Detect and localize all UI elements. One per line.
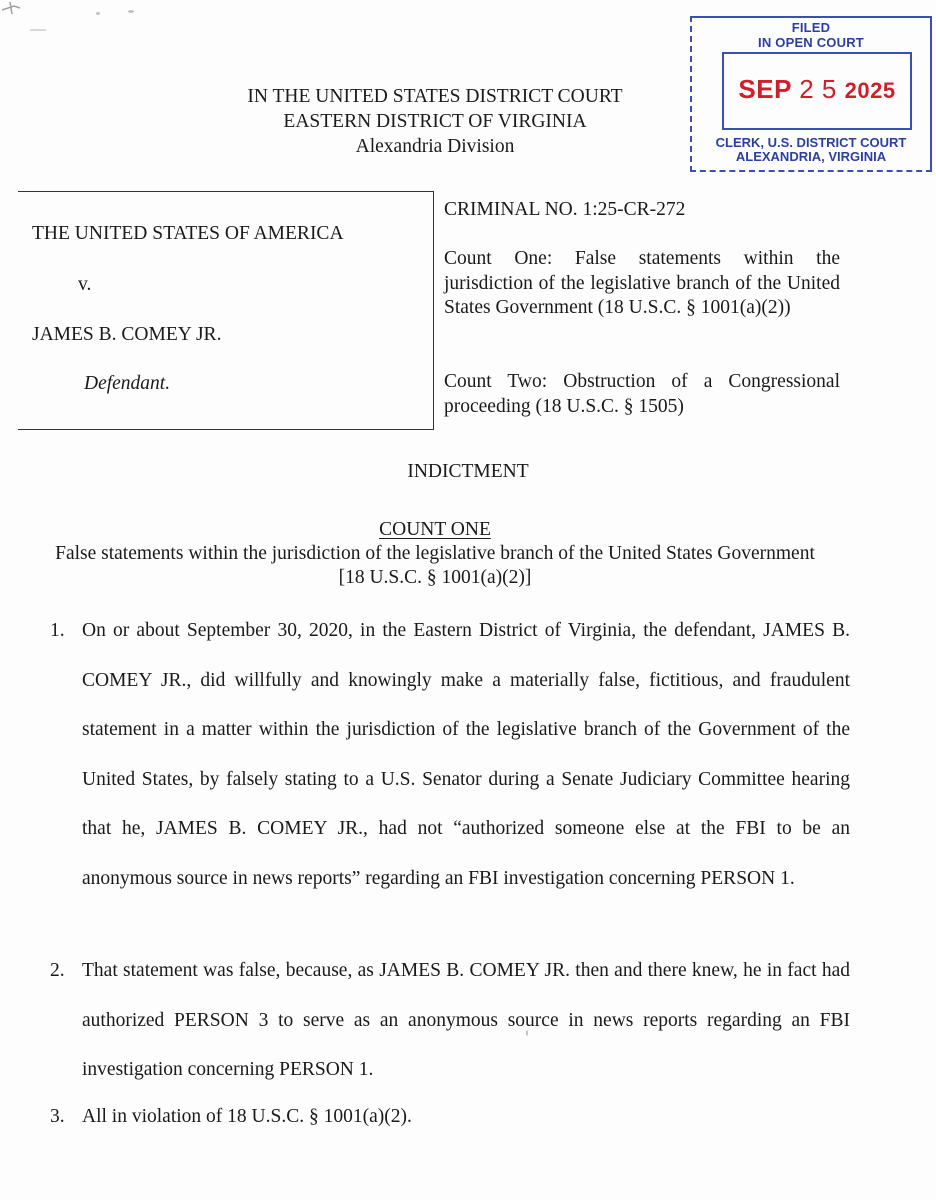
scan-artifact (0, 0, 60, 50)
caption-top-rule (18, 191, 434, 192)
stamp-filed: FILED (791, 20, 831, 35)
paragraph-text: On or about September 30, 2020, in the Eastern District of Virginia, the defendant, JAMES B. COMEY JR., did willfully and knowingly make a materially false, fictitious, and fraudulent statement in a matter within the jurisdiction of the legislative branch of the Government of the United States, by falsely stating to a U.S. Senator during a Senate Judiciary Committee hearing that he, JAMES B. COMEY JR., had not “authorized someone else at the FBI to be an anonymous source in news reports” regarding an FBI investigation concerning PERSON 1. (82, 620, 850, 889)
indictment-title: INDICTMENT (407, 461, 529, 482)
caption-bottom-rule (18, 429, 434, 430)
stamp-date-year: 2025 (844, 78, 896, 103)
criminal-number: CRIMINAL NO. 1:25-CR-272 (444, 199, 686, 220)
paragraph-number: 2. (50, 960, 65, 981)
count-one-heading-block (0, 518, 870, 590)
stamp-date-month: SEP (738, 74, 792, 104)
paragraph-number: 1. (50, 620, 65, 641)
stamp-location: ALEXANDRIA, VIRGINIA (735, 149, 887, 164)
stamp-bottom-text (690, 136, 932, 164)
paragraph-number: 3. (50, 1106, 65, 1127)
versus: v. (78, 274, 92, 295)
defendant-name: JAMES B. COMEY JR. (32, 324, 222, 345)
stamp-date-day: 2 5 (799, 74, 837, 104)
paragraph-text: All in violation of 18 U.S.C. § 1001(a)(2). (82, 1106, 412, 1127)
stamp-in-open-court: IN OPEN COURT (758, 35, 864, 50)
court-division: Alexandria Division (355, 136, 515, 157)
count-one-statute: [18 U.S.C. § 1001(a)(2)] (338, 567, 532, 588)
count-one-subheading: False statements within the jurisdiction of the legislative branch of the United States Government (55, 543, 815, 564)
stamp-date-box (722, 52, 912, 130)
stamp-date (724, 74, 910, 105)
court-district: EASTERN DISTRICT OF VIRGINIA (283, 111, 587, 132)
stamp-top-text (690, 20, 932, 50)
scan-speck (128, 10, 134, 13)
count-one-description: Count One: False statements within the jurisdiction of the legislative branch of the United States Government (18 U.S.C. § 1001(a)(2)) (444, 248, 840, 318)
caption-right-rule (433, 191, 434, 430)
paragraph-text: That statement was false, because, as JAMES B. COMEY JR. then and there knew, he in fact had authorized PERSON 3 to serve as an anonymous source in news reports regarding an FBI investigation concerning PERSON 1. (82, 960, 850, 1080)
count-one-heading: COUNT ONE (379, 519, 491, 540)
stamp-clerk: CLERK, U.S. DISTRICT COURT (715, 135, 907, 150)
court-header (200, 84, 670, 159)
scan-speck (96, 12, 100, 15)
filed-stamp (690, 16, 932, 172)
plaintiff-name: THE UNITED STATES OF AMERICA (32, 223, 344, 244)
defendant-role: Defendant. (84, 373, 171, 394)
count-two-description: Count Two: Obstruction of a Congressional proceeding (18 U.S.C. § 1505) (444, 371, 840, 417)
court-name: IN THE UNITED STATES DISTRICT COURT (247, 86, 623, 107)
